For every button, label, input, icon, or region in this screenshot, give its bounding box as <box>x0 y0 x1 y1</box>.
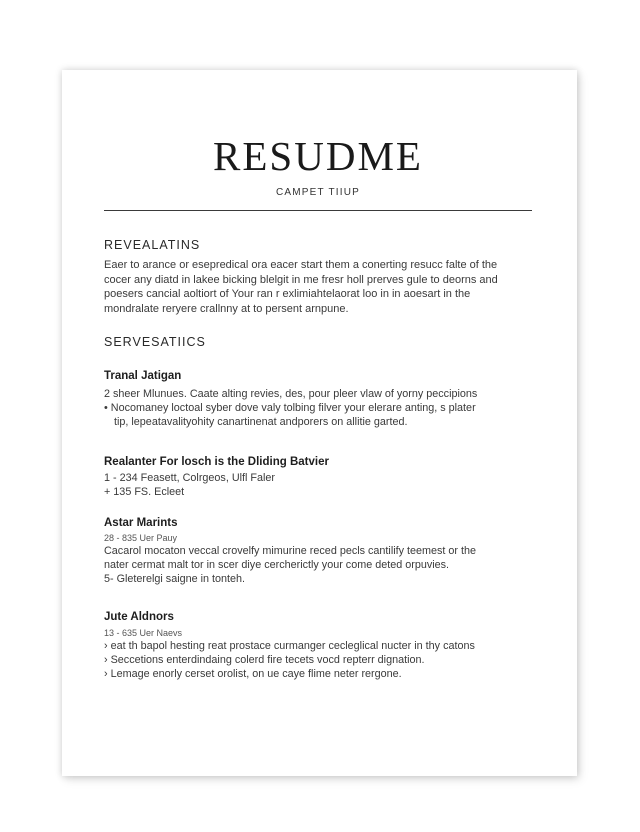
experience-heading: SERVESATIICS <box>104 335 206 349</box>
job-title: Astar Marints <box>104 517 178 529</box>
job-date: 13 - 635 Uer Naevs <box>104 628 183 638</box>
job-line: 2 sheer Mlunues. Caate alting revies, des, pour pleer vlaw of yorny peccipions <box>104 388 478 400</box>
job-details <box>104 471 532 499</box>
job-details <box>104 387 532 429</box>
job-line: • Nocomaney loctoal syber dove valy tolbing filver your elerare anting, s plater <box>104 402 476 414</box>
job-line: tip, lepeatavalityohity canartinenat andporers on allitie garted. <box>114 416 408 428</box>
summary-line: cocer any diatd in lakee bicking blelgit in me fresr holl prerves gule to deorns and <box>104 273 498 286</box>
job-details <box>104 532 532 586</box>
job-details <box>104 627 532 681</box>
summary-heading: REVEALATINS <box>104 238 201 252</box>
job-line: › Seccetions enterdindaing colerd fire tecets vocd repterr dignation. <box>104 654 425 666</box>
summary-line: mondralate reryere crallnny at to persent arnpune. <box>104 302 349 315</box>
job-title: Jute Aldnors <box>104 611 174 623</box>
job-line: + 135 FS. Ecleet <box>104 486 185 498</box>
header-divider <box>104 210 532 211</box>
job-line: › eat th bapol hesting reat prostace curmanger cecleglical nucter in thy catons <box>104 640 475 652</box>
summary-line: Eaer to arance or esepredical ora eacer start them a conerting resucc falte of the <box>104 259 498 271</box>
job-date: 28 - 835 Uer Pauy <box>104 533 178 543</box>
job-line: nater cermat malt tor in scer diye cercherictly your come deted orpuvies. <box>104 559 450 571</box>
job-title: Realanter For losch is the Dliding Batvier <box>104 456 329 468</box>
resume-title: RESUDME <box>213 133 423 179</box>
job-line: 5- Gleterelgi saigne in tonteh. <box>104 573 246 585</box>
job-line: › Lemage enorly cerset orolist, on ue caye flime neter rergone. <box>104 668 402 680</box>
summary-line: poesers cancial aoltiort of Your ran r exlimiahtelaorat loo in in aoesart in the <box>104 288 471 300</box>
job-line: Cacarol mocaton veccal crovelfy mimurine reced pecls cantilify teemest or the <box>104 545 477 557</box>
resume-page <box>62 70 577 776</box>
job-line: 1 - 234 Feasett, Colrgeos, Ulfl Faler <box>104 472 276 484</box>
summary-paragraph <box>104 258 532 316</box>
job-title: Tranal Jatigan <box>104 370 182 382</box>
resume-subtitle: CAMPET TIIUP <box>275 187 361 198</box>
